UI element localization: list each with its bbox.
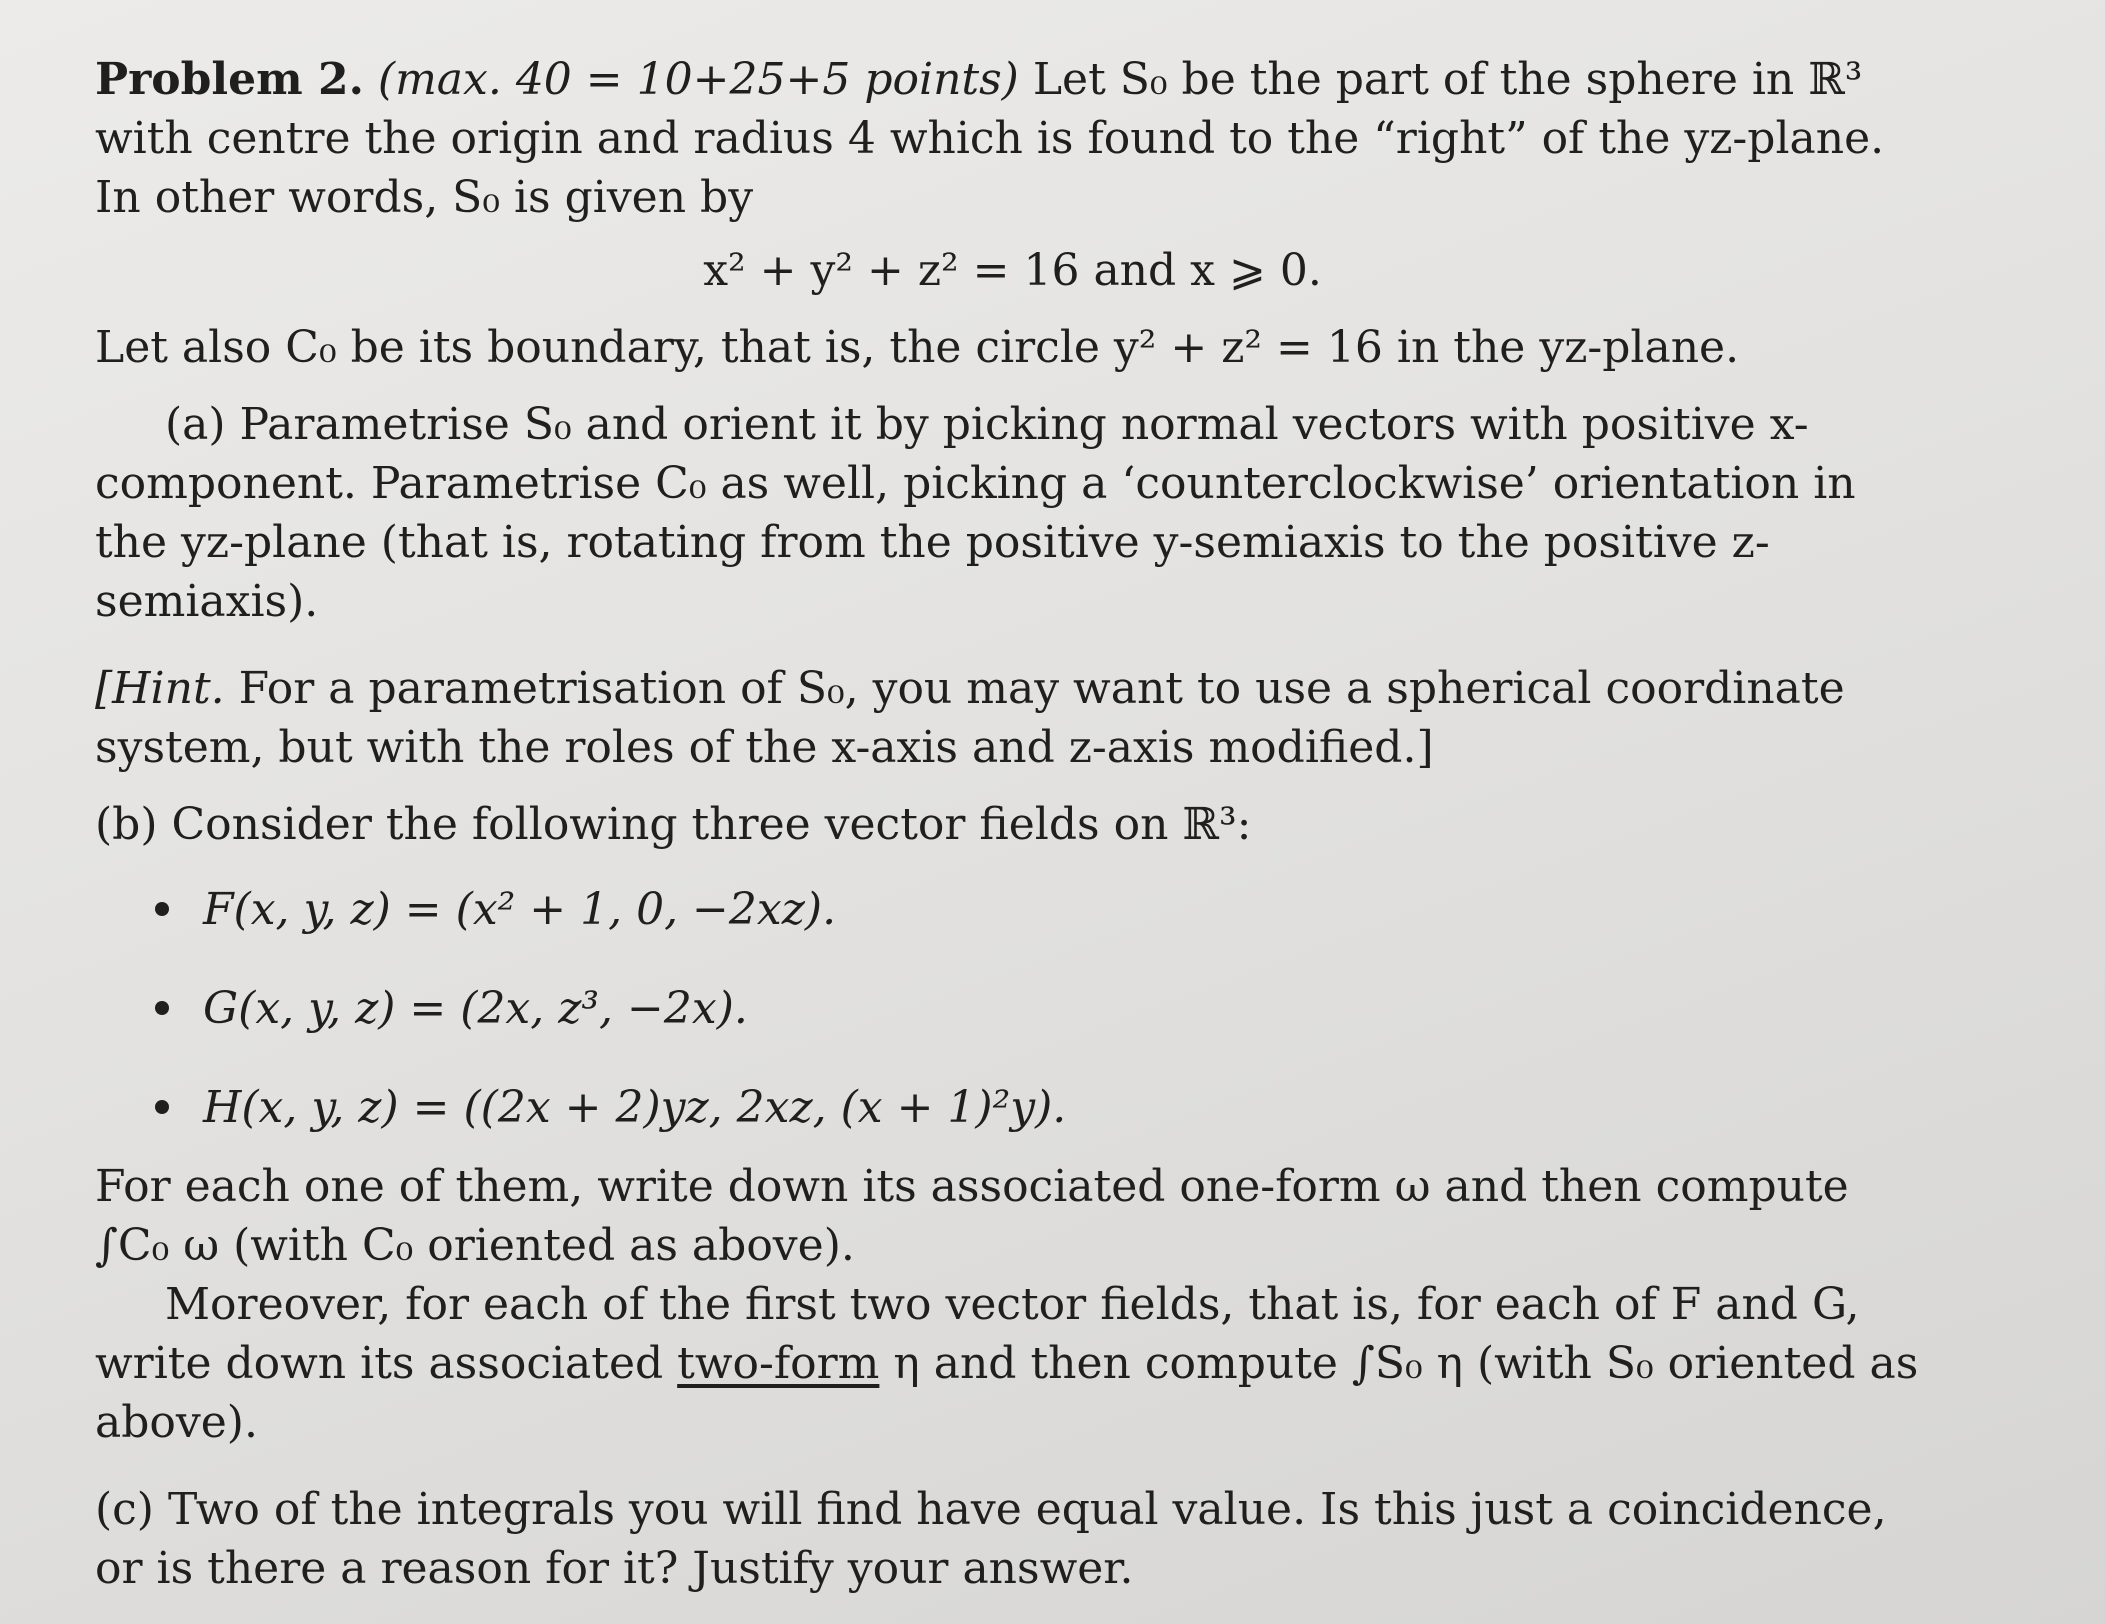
part-c-text: (c) Two of the integrals you will find have equal value. Is this just a coincidence, or is there a reason for it? Justify your answer. [95, 1484, 1887, 1594]
list-item [155, 880, 1930, 939]
list-item [155, 1078, 1930, 1137]
bullet-icon [155, 902, 169, 916]
problem-title: Problem 2. [95, 54, 364, 105]
vector-field-f: F(x, y, z) = (x² + 1, 0, −2xz). [203, 884, 837, 935]
problem-intro [95, 50, 1930, 227]
part-a-text: (a) Parametrise S₀ and orient it by picking normal vectors with positive x-component. Parametrise C₀ as well, picking a ‘counterclockwise’ orientation in the yz-plane (that is, rotating from the positive y-semiaxis to the positive z-semiaxis). [95, 399, 1856, 627]
vector-field-h: H(x, y, z) = ((2x + 2)yz, 2xz, (x + 1)²y). [203, 1082, 1067, 1133]
hint-label: [Hint. [95, 663, 225, 714]
list-item [155, 979, 1930, 1038]
two-form-instruction [95, 1275, 1930, 1452]
two-form-pre: Moreover, for each of the first two vector fields, that is, for each of F and G, write down its associated [95, 1279, 1860, 1389]
one-form-instruction: For each one of them, write down its associated one-form ω and then compute ∫C₀ ω (with C₀ oriented as above). [95, 1161, 1849, 1271]
two-form-underlined: two-form [677, 1338, 880, 1389]
sphere-equation: x² + y² + z² = 16 and x ⩾ 0. [703, 245, 1322, 296]
part-a-hint [95, 659, 1930, 777]
hint-text: For a parametrisation of S₀, you may want to use a spherical coordinate system, but with the roles of the x-axis and z-axis modified.] [95, 663, 1845, 773]
problem-points: (max. 40 = 10+25+5 points) [377, 54, 1019, 105]
bullet-icon [155, 1001, 169, 1015]
bullet-icon [155, 1100, 169, 1114]
problem-sheet [95, 50, 1930, 1598]
vector-field-list [95, 880, 1930, 1137]
boundary-definition: Let also C₀ be its boundary, that is, the circle y² + z² = 16 in the yz-plane. [95, 322, 1740, 373]
vector-field-g: G(x, y, z) = (2x, z³, −2x). [203, 983, 748, 1034]
problem-intro-text: Let S₀ be the part of the sphere in ℝ³ with centre the origin and radius 4 which is found to the “right” of the yz-plane. In other words, S₀ is given by [95, 54, 1885, 223]
part-b-intro: (b) Consider the following three vector fields on ℝ³: [95, 799, 1252, 850]
two-form-post: η and then compute ∫S₀ η (with S₀ oriented as above). [95, 1338, 1919, 1448]
